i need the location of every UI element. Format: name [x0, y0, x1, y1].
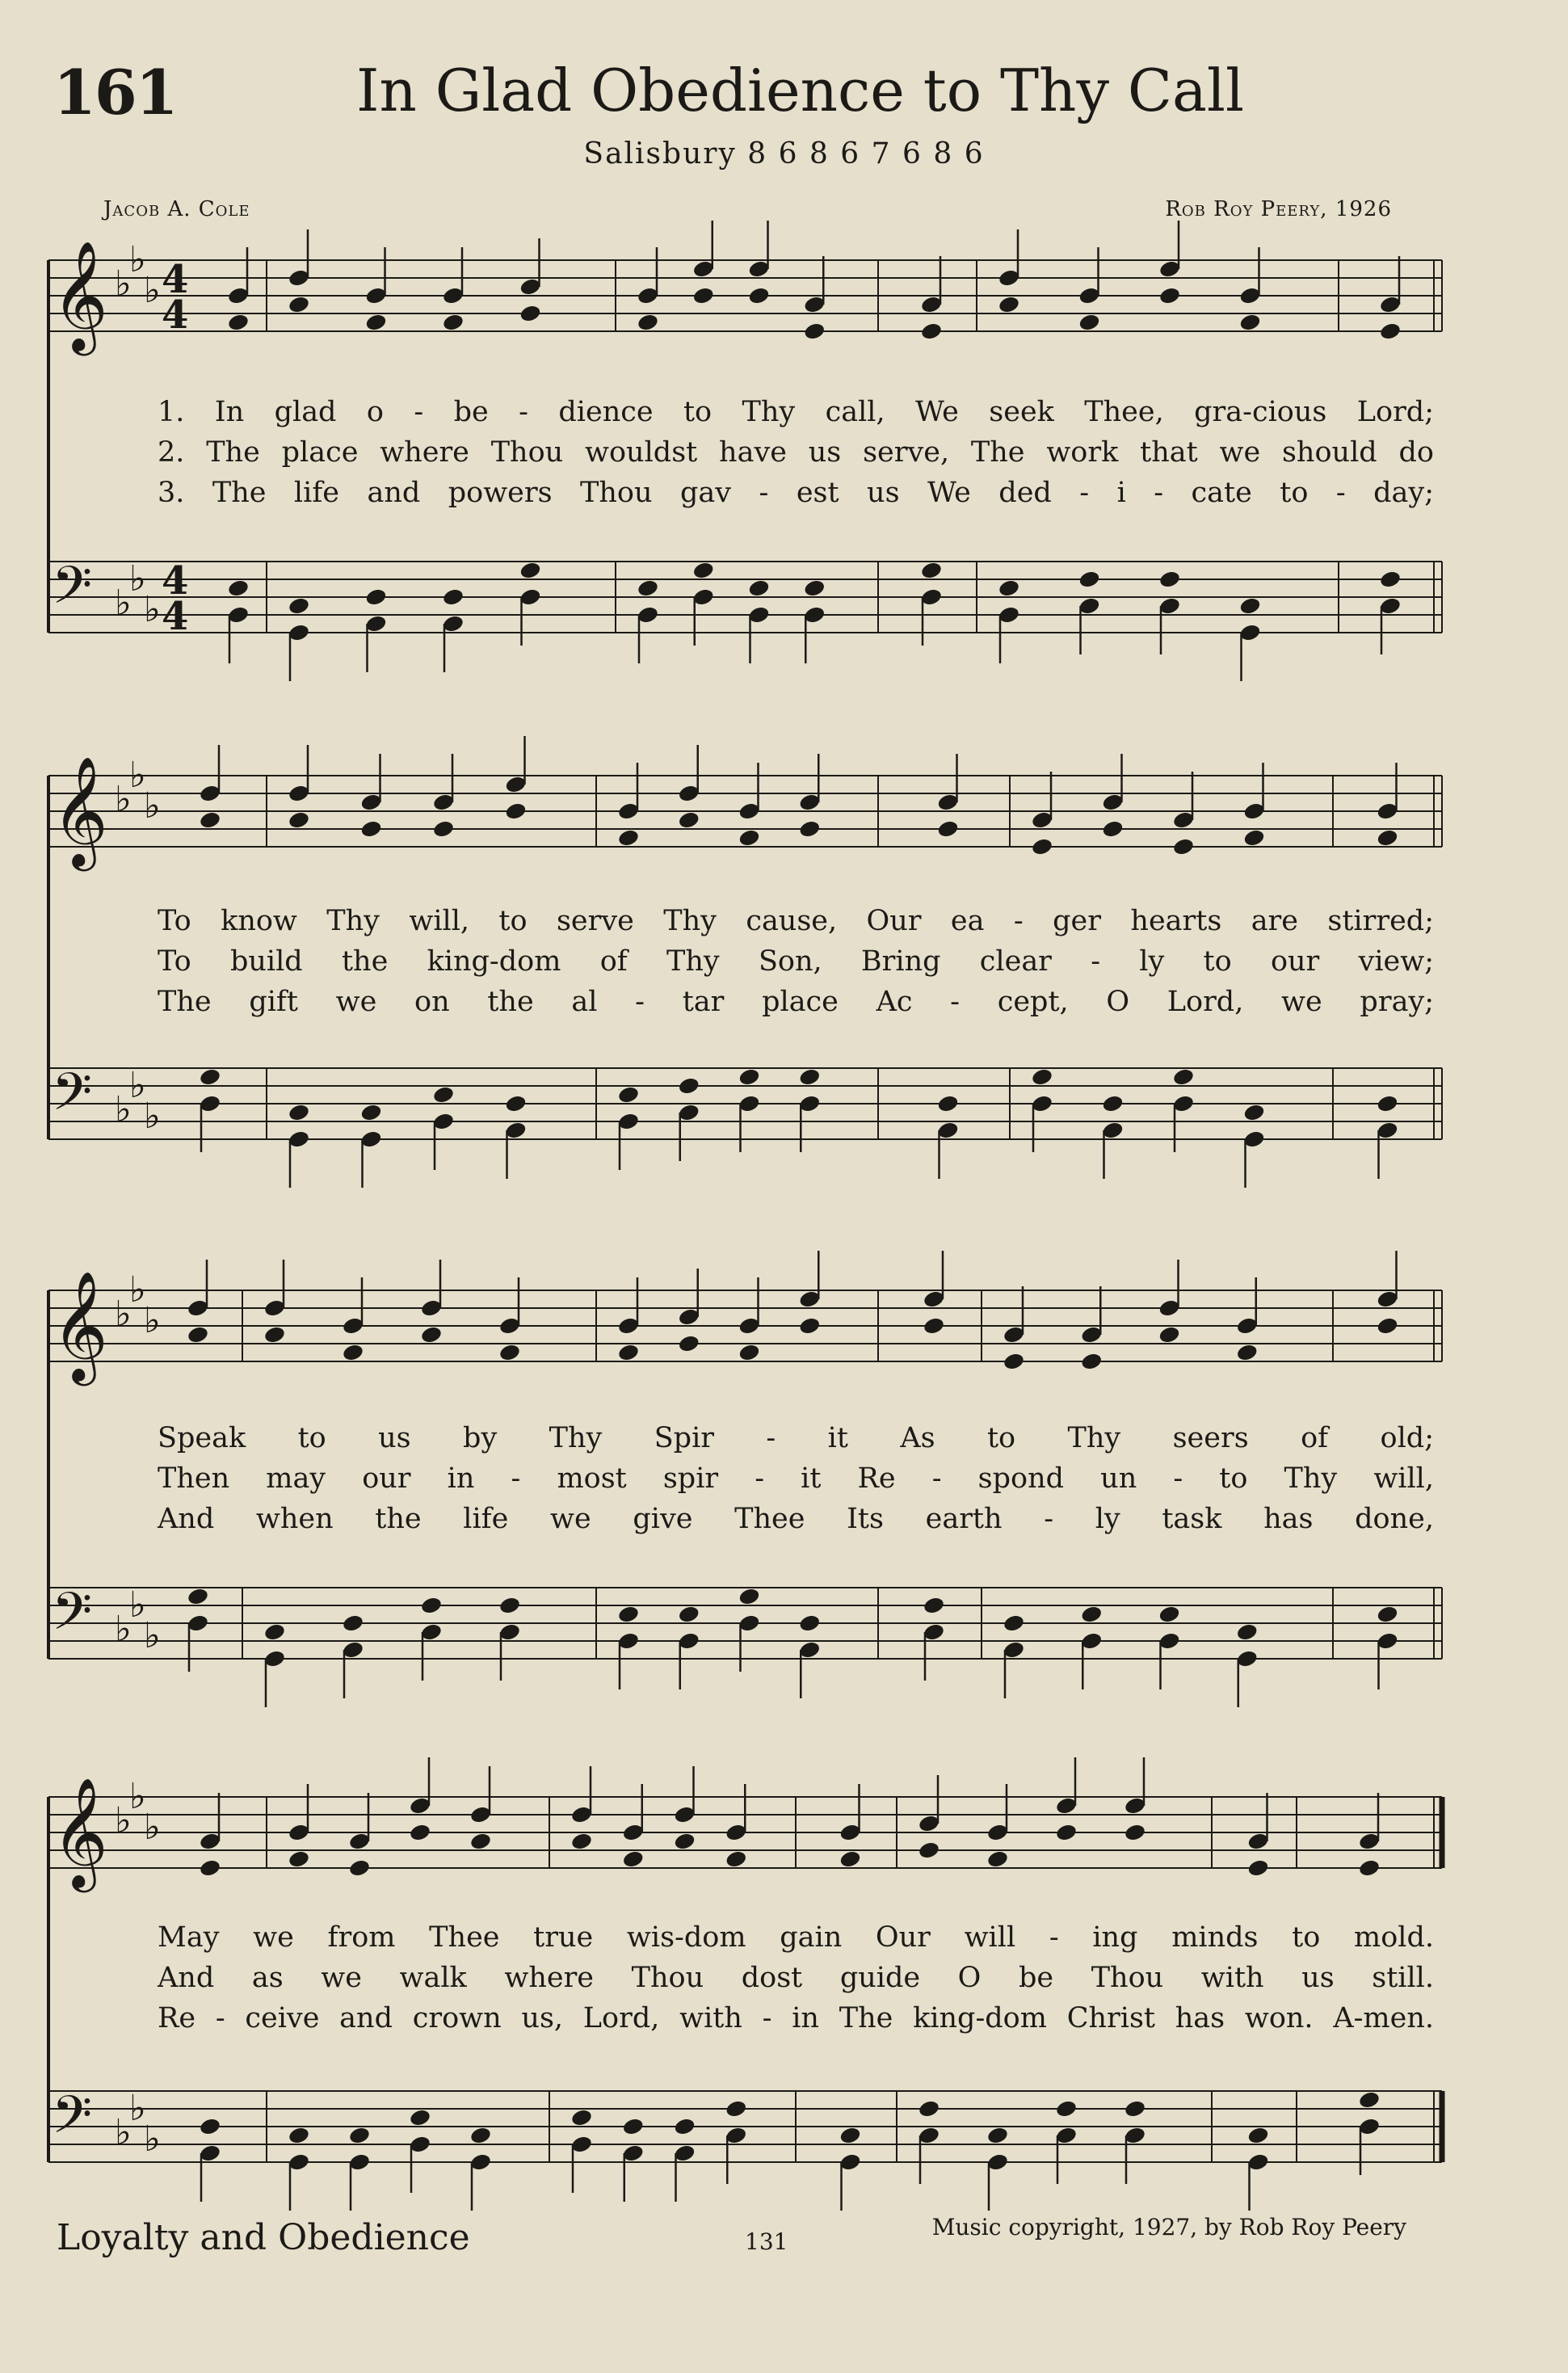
note-head [1055, 1823, 1078, 1842]
hymn-title: In Glad Obedience to Thy Call [356, 57, 1244, 124]
flat-sign: ♭ [129, 1584, 146, 1626]
note-head [469, 2126, 492, 2145]
note-head [673, 1832, 696, 1851]
flat-sign: ♭ [115, 583, 132, 624]
flat-sign: ♭ [144, 785, 161, 827]
flat-sign: ♭ [144, 2118, 161, 2160]
flat-sign: ♭ [115, 2112, 132, 2153]
note-head [1124, 2099, 1146, 2118]
note-head [839, 2126, 861, 2145]
words-author: Jacob A. Cole [103, 197, 250, 221]
flat-sign: ♭ [129, 1269, 146, 1311]
treble-clef: 𝄞 [52, 239, 108, 351]
flat-sign: ♭ [115, 1800, 132, 1841]
flat-sign: ♭ [144, 1615, 161, 1656]
time-signature: 4 [162, 257, 189, 302]
note-head [1055, 2099, 1078, 2118]
note-head [1358, 2090, 1381, 2110]
flat-sign: ♭ [129, 239, 146, 280]
note-head [622, 1849, 645, 1869]
treble-clef: 𝄞 [52, 1776, 108, 1887]
treble-clef: 𝄞 [52, 1269, 108, 1381]
flat-sign: ♭ [129, 755, 146, 796]
flat-sign: ♭ [144, 1096, 161, 1137]
hymn-number: 161 [53, 57, 177, 128]
note-head [348, 1858, 371, 1878]
flat-sign: ♭ [144, 589, 161, 630]
lyric-line: The gift we on the al - tar place Ac - cept, O Lord, we pray; [158, 986, 1434, 1018]
lyric-line: Then may our in - most spir - it Re - spond un - to Thy will, [158, 1462, 1434, 1495]
note-head [673, 2117, 696, 2136]
flat-sign: ♭ [115, 1609, 132, 1650]
note-head [469, 1832, 492, 1851]
flat-sign: ♭ [144, 1807, 161, 1848]
flat-sign: ♭ [129, 558, 146, 600]
flat-sign: ♭ [129, 1776, 146, 1817]
time-signature: 4 [162, 594, 189, 639]
note-head [199, 2117, 221, 2136]
time-signature: 4 [162, 292, 189, 338]
lyric-line: 3. The life and powers Thou gav - est us We ded - i - cate to - day; [158, 477, 1434, 509]
note-head [986, 1849, 1009, 1869]
note-head [1124, 1823, 1146, 1842]
lyric-line: To build the king-dom of Thy Son, Bring clear - ly to our view; [158, 945, 1434, 978]
note-head [918, 2099, 940, 2118]
note-head [570, 1832, 593, 1851]
note-head [288, 1849, 310, 1869]
note-head [1358, 1858, 1381, 1878]
note-head [725, 2099, 747, 2118]
flat-sign: ♭ [129, 2088, 146, 2129]
lyric-line: May we from Thee true wis-dom gain Our will - ing minds to mold. [158, 1921, 1434, 1954]
flat-sign: ♭ [115, 263, 132, 305]
lyric-line: Re - ceive and crown us, Lord, with - in The king-dom Christ has won. A-men. [158, 2002, 1434, 2034]
lyric-line: 2. The place where Thou wouldst have us serve, The work that we should do [158, 436, 1434, 469]
lyric-line: And when the life we give Thee Its earth - ly task has done, [158, 1503, 1434, 1535]
note-head [288, 2126, 310, 2145]
note-head [986, 2126, 1009, 2145]
note-head [409, 2108, 431, 2127]
note-head [199, 1858, 221, 1878]
lyric-line: 1. In glad o - be - dience to Thy call, We seek Thee, gra-cious Lord; [158, 396, 1434, 428]
flat-sign: ♭ [144, 270, 161, 311]
note-head [409, 1823, 431, 1842]
bass-clef: 𝄢 [52, 556, 93, 629]
flat-sign: ♭ [129, 1065, 146, 1106]
music-composer: Rob Roy Peery, 1926 [1165, 197, 1392, 221]
note-head [348, 2126, 371, 2145]
note-head [622, 2117, 645, 2136]
flat-sign: ♭ [144, 1300, 161, 1341]
copyright-notice: Music copyright, 1927, by Rob Roy Peery [931, 2214, 1406, 2240]
lyric-line: Speak to us by Thy Spir - it As to Thy seers of old; [158, 1422, 1434, 1454]
tune-name: Salisbury 8 6 8 6 7 6 8 6 [583, 137, 985, 170]
bass-clef: 𝄢 [52, 1582, 93, 1655]
note-head [1246, 1858, 1269, 1878]
flat-sign: ♭ [115, 1089, 132, 1130]
flat-sign: ♭ [115, 779, 132, 820]
flat-sign: ♭ [115, 1294, 132, 1335]
treble-clef: 𝄞 [52, 755, 108, 866]
lyric-line: And as we walk where Thou dost guide O be Thou with us still. [158, 1962, 1434, 1994]
hymn-category: Loyalty and Obedience [57, 2217, 470, 2258]
note-head [570, 2108, 593, 2127]
lyric-line: To know Thy will, to serve Thy cause, Our ea - ger hearts are stirred; [158, 905, 1434, 937]
page-number: 131 [745, 2228, 788, 2255]
note-head [839, 1849, 861, 1869]
note-head [918, 1841, 940, 1860]
note-head [725, 1849, 747, 1869]
time-signature: 4 [162, 558, 189, 604]
note-head [1246, 2126, 1269, 2145]
bass-clef: 𝄢 [52, 2085, 93, 2158]
bass-clef: 𝄢 [52, 1062, 93, 1135]
